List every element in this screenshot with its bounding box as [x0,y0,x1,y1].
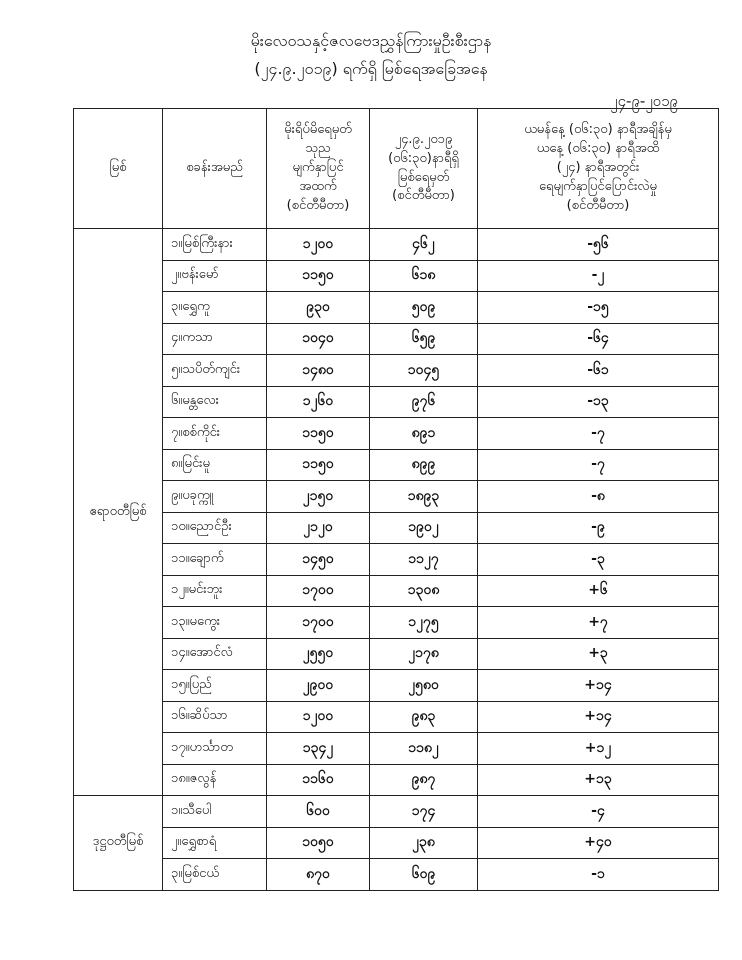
level-change-cell: -၉ [478,512,719,544]
danger-level-cell: ၁၀၄၀ [267,323,370,355]
danger-level-cell: ၁၀၅၀ [267,827,370,859]
current-level-cell: ၉၈၇ [370,764,478,796]
current-level-cell: ၉၈၃ [370,701,478,733]
station-name-cell: ၁၆။ဆိပ်သာ [163,701,267,733]
table-row [74,418,719,450]
current-level-cell: ၂၃၈ [370,827,478,859]
current-level-cell: ၈၉၁ [370,418,478,450]
station-name-cell: ၂။ရွှေစာရံ [163,827,267,859]
station-name-cell: ၁၈။ဇလွန် [163,764,267,796]
level-change-cell: -၆၁ [478,355,719,387]
danger-level-cell: ၂၁၅၀ [267,481,370,513]
level-change-cell: -၂ [478,260,719,292]
header-danger-level: မိုးရိပ်မိရေမှတ် သုည မျက်နှာပြင် အထက် (စင်တီမီတာ) [267,109,370,229]
level-change-cell: -၈ [478,481,719,513]
station-name-cell: ၃။မြစ်ငယ် [163,859,267,891]
danger-level-cell: ၁၁၅၀ [267,418,370,450]
current-level-cell: ၁၇၄ [370,796,478,828]
level-change-cell: +၇ [478,607,719,639]
table-row [74,229,719,261]
current-level-cell: ၆၀၉ [370,859,478,891]
level-change-cell: -၁၃ [478,386,719,418]
station-name-cell: ၃။ရွှေကူ [163,292,267,324]
current-level-cell: ၈၉၉ [370,449,478,481]
table-row [74,607,719,639]
danger-level-cell: ၁၁၆၀ [267,764,370,796]
danger-level-cell: ၁၃၄၂ [267,733,370,765]
header-station: စခန်းအမည် [163,109,267,229]
danger-level-cell: ၁၄၈၀ [267,355,370,387]
table-row [74,638,719,670]
table-row [74,701,719,733]
level-change-cell: +၁၄ [478,670,719,702]
level-change-cell: +၁၃ [478,764,719,796]
danger-level-cell: ၁၂၆၀ [267,386,370,418]
station-name-cell: ၁၄။အောင်လံ [163,638,267,670]
current-level-cell: ၂၅၈၀ [370,670,478,702]
header-current-level: ၂၄.၉.၂၀၁၉ (၀၆:၃၀)နာရီရှိ မြစ်ရေမှတ် (စင်တီမီတာ) [370,109,478,229]
table-row [74,764,719,796]
table-row [74,260,719,292]
station-name-cell: ၁၅။ပြည် [163,670,267,702]
header-river: မြစ် [74,109,163,229]
table-row [74,544,719,576]
station-name-cell: ၇။စစ်ကိုင်း [163,418,267,450]
current-level-cell: ၉၇၆ [370,386,478,418]
document-subtitle: (၂၄.၉.၂၀၁၉) ရက်ရှိ မြစ်ရေအခြေအနေ [254,59,488,78]
danger-level-cell: ၁၁၅၀ [267,260,370,292]
current-level-cell: ၅၀၉ [370,292,478,324]
table-row [74,386,719,418]
station-name-cell: ၁၃။မကွေး [163,607,267,639]
level-change-cell: -၁၅ [478,292,719,324]
danger-level-cell: ၁၄၅၀ [267,544,370,576]
table-row [74,670,719,702]
current-level-cell: ၄၆၂ [370,229,478,261]
station-name-cell: ၅။သပိတ်ကျင်း [163,355,267,387]
table-header-row [74,109,719,229]
current-level-cell: ၁၉၀၂ [370,512,478,544]
table-row [74,292,719,324]
river-name-cell: ဒုဋ္ဌဝတီမြစ် [74,796,163,891]
station-name-cell: ၁၀။ညောင်ဦး [163,512,267,544]
current-level-cell: ၂၁၇၈ [370,638,478,670]
table-row [74,796,719,828]
level-change-cell: +၃ [478,638,719,670]
document-date: ၂၄-၉-၂၀၁၉ [610,92,678,110]
level-change-cell: -၆၄ [478,323,719,355]
level-change-cell: -၇ [478,418,719,450]
danger-level-cell: ၈၇၀ [267,859,370,891]
level-change-cell: -၇ [478,449,719,481]
current-level-cell: ၁၀၄၅ [370,355,478,387]
document-title: မိုးလေဝသနှင့်ဇလဗေဒညွှန်ကြားမှုဦးစီးဌာန [250,31,492,50]
danger-level-cell: ၉၃၀ [267,292,370,324]
table-row [74,859,719,891]
level-change-cell: +၁၂ [478,733,719,765]
danger-level-cell: ၂၉၀၀ [267,670,370,702]
level-change-cell: +၆ [478,575,719,607]
danger-level-cell: ၂၁၂၀ [267,512,370,544]
table-row [74,449,719,481]
table-row [74,355,719,387]
danger-level-cell: ၁၂၀၀ [267,701,370,733]
danger-level-cell: ၂၅၅၀ [267,638,370,670]
river-name-cell: ဧရာဝတီမြစ် [74,229,163,796]
level-change-cell: -၅၆ [478,229,719,261]
station-name-cell: ၁။သီပေါ [163,796,267,828]
current-level-cell: ၁၂၇၅ [370,607,478,639]
station-name-cell: ၈။မြင်းမူ [163,449,267,481]
table-row [74,512,719,544]
current-level-cell: ၆၁၈ [370,260,478,292]
station-name-cell: ၉။ပခုက္ကူ [163,481,267,513]
table-row [74,733,719,765]
table-row [74,481,719,513]
level-change-cell: -၃ [478,544,719,576]
danger-level-cell: ၁၇၀၀ [267,607,370,639]
header-change: ယမန်နေ့ (၀၆:၃၀) နာရီအချိန်မှ ယနေ့ (၀၆:၃၀) နာရီအထိ (၂၄) နာရီအတွင်း ရေမျက်နှာပြင်ပြောင်းလဲမှု (စင်တီမီတာ) [478,109,719,229]
level-change-cell: +၁၄ [478,701,719,733]
level-change-cell: +၄၀ [478,827,719,859]
danger-level-cell: ၁၇၀၀ [267,575,370,607]
table-row [74,827,719,859]
current-level-cell: ၁၃၀၈ [370,575,478,607]
table-row [74,323,719,355]
danger-level-cell: ၁၁၅၀ [267,449,370,481]
table-row [74,575,719,607]
current-level-cell: ၆၅၉ [370,323,478,355]
station-name-cell: ၁၂။မင်းဘူး [163,575,267,607]
station-name-cell: ၆။မန္တလေး [163,386,267,418]
danger-level-cell: ၆၀၀ [267,796,370,828]
station-name-cell: ၁၇။ဟင်္သာတ [163,733,267,765]
level-change-cell: -၄ [478,796,719,828]
danger-level-cell: ၁၂၀၀ [267,229,370,261]
current-level-cell: ၁၁၈၂ [370,733,478,765]
station-name-cell: ၁။မြစ်ကြီးနား [163,229,267,261]
river-level-table [73,108,719,891]
station-name-cell: ၁၁။ချောက် [163,544,267,576]
station-name-cell: ၂။ဗန်းမော် [163,260,267,292]
station-name-cell: ၄။ကသာ [163,323,267,355]
current-level-cell: ၁၁၂၇ [370,544,478,576]
current-level-cell: ၁၈၉၃ [370,481,478,513]
level-change-cell: -၁ [478,859,719,891]
